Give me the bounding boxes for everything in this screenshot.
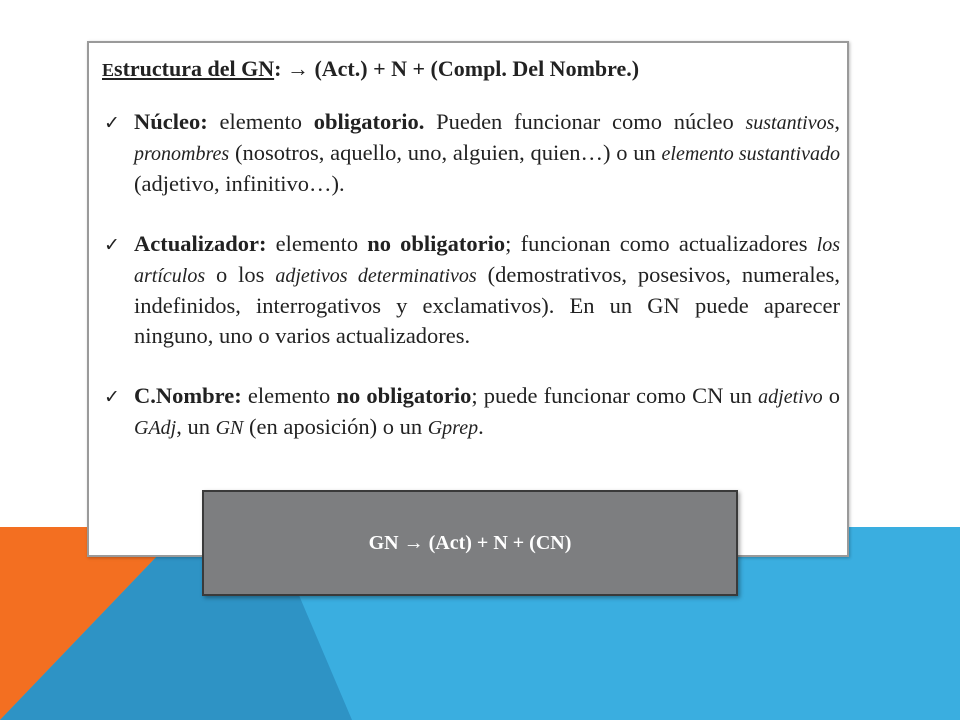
bullet-actualizador — [102, 229, 840, 351]
italic-text: GN — [215, 417, 244, 439]
term-actualizador: Actualizador: — [134, 231, 267, 256]
formula-text: GN → (Act) + N + (CN) — [368, 531, 572, 554]
checkmark-icon: ✓ — [104, 234, 120, 256]
text: elemento — [241, 383, 337, 408]
text: (demostrativos, posesivos, numerales, indefinidos, interrogativos y exclamativos). En un GN puede aparecer ninguno, uno o varios actualizadores. — [134, 262, 840, 348]
italic-text: adjetivo — [758, 386, 823, 408]
bold-text: no obligatorio — [367, 231, 506, 256]
italic-text: pronombres — [134, 143, 230, 165]
bullet-cnombre — [102, 381, 840, 443]
bullet-list — [102, 107, 840, 443]
heading — [102, 56, 639, 82]
checkmark-icon: ✓ — [104, 112, 120, 134]
heading-colon: : — [274, 56, 282, 81]
text: ; funcionan como actualizadores — [505, 231, 817, 256]
content-box — [87, 41, 849, 557]
italic-text: los artículos — [134, 234, 840, 287]
heading-formula: (Act.) + N + (Compl. Del Nombre.) — [314, 56, 640, 81]
checkmark-icon: ✓ — [104, 386, 120, 408]
term-nucleo: Núcleo: — [134, 109, 208, 134]
italic-text: adjetivos determinativos — [275, 265, 477, 287]
formula-box — [202, 490, 738, 596]
text: (adjetivo, infinitivo…). — [134, 171, 345, 196]
italic-text: Gprep — [427, 417, 479, 439]
italic-text: GAdj — [134, 417, 177, 439]
text: , un — [176, 414, 216, 439]
text: , — [834, 109, 840, 134]
heading-first-letter: E — [102, 60, 115, 80]
text: o los — [205, 262, 276, 287]
italic-text: elemento sustantivado — [661, 143, 840, 165]
arrow-icon: → — [286, 56, 309, 81]
bullet-nucleo — [102, 107, 840, 199]
italic-text: sustantivos — [745, 112, 835, 134]
text: (en aposición) o un — [243, 414, 428, 439]
term-cnombre: C.Nombre: — [134, 383, 242, 408]
text: . — [478, 414, 484, 439]
text: elemento — [207, 109, 314, 134]
heading-title: structura del GN — [114, 56, 275, 81]
heading-underlined — [102, 56, 274, 81]
text: ; puede funcionar como CN un — [471, 383, 759, 408]
bold-text: no obligatorio — [336, 383, 472, 408]
text: (nosotros, aquello, uno, alguien, quien…) o un — [229, 140, 662, 165]
text: Pueden funcionar como núcleo — [424, 109, 746, 134]
bold-text: obligatorio. — [313, 109, 425, 134]
text: o — [822, 383, 841, 408]
text: elemento — [266, 231, 368, 256]
